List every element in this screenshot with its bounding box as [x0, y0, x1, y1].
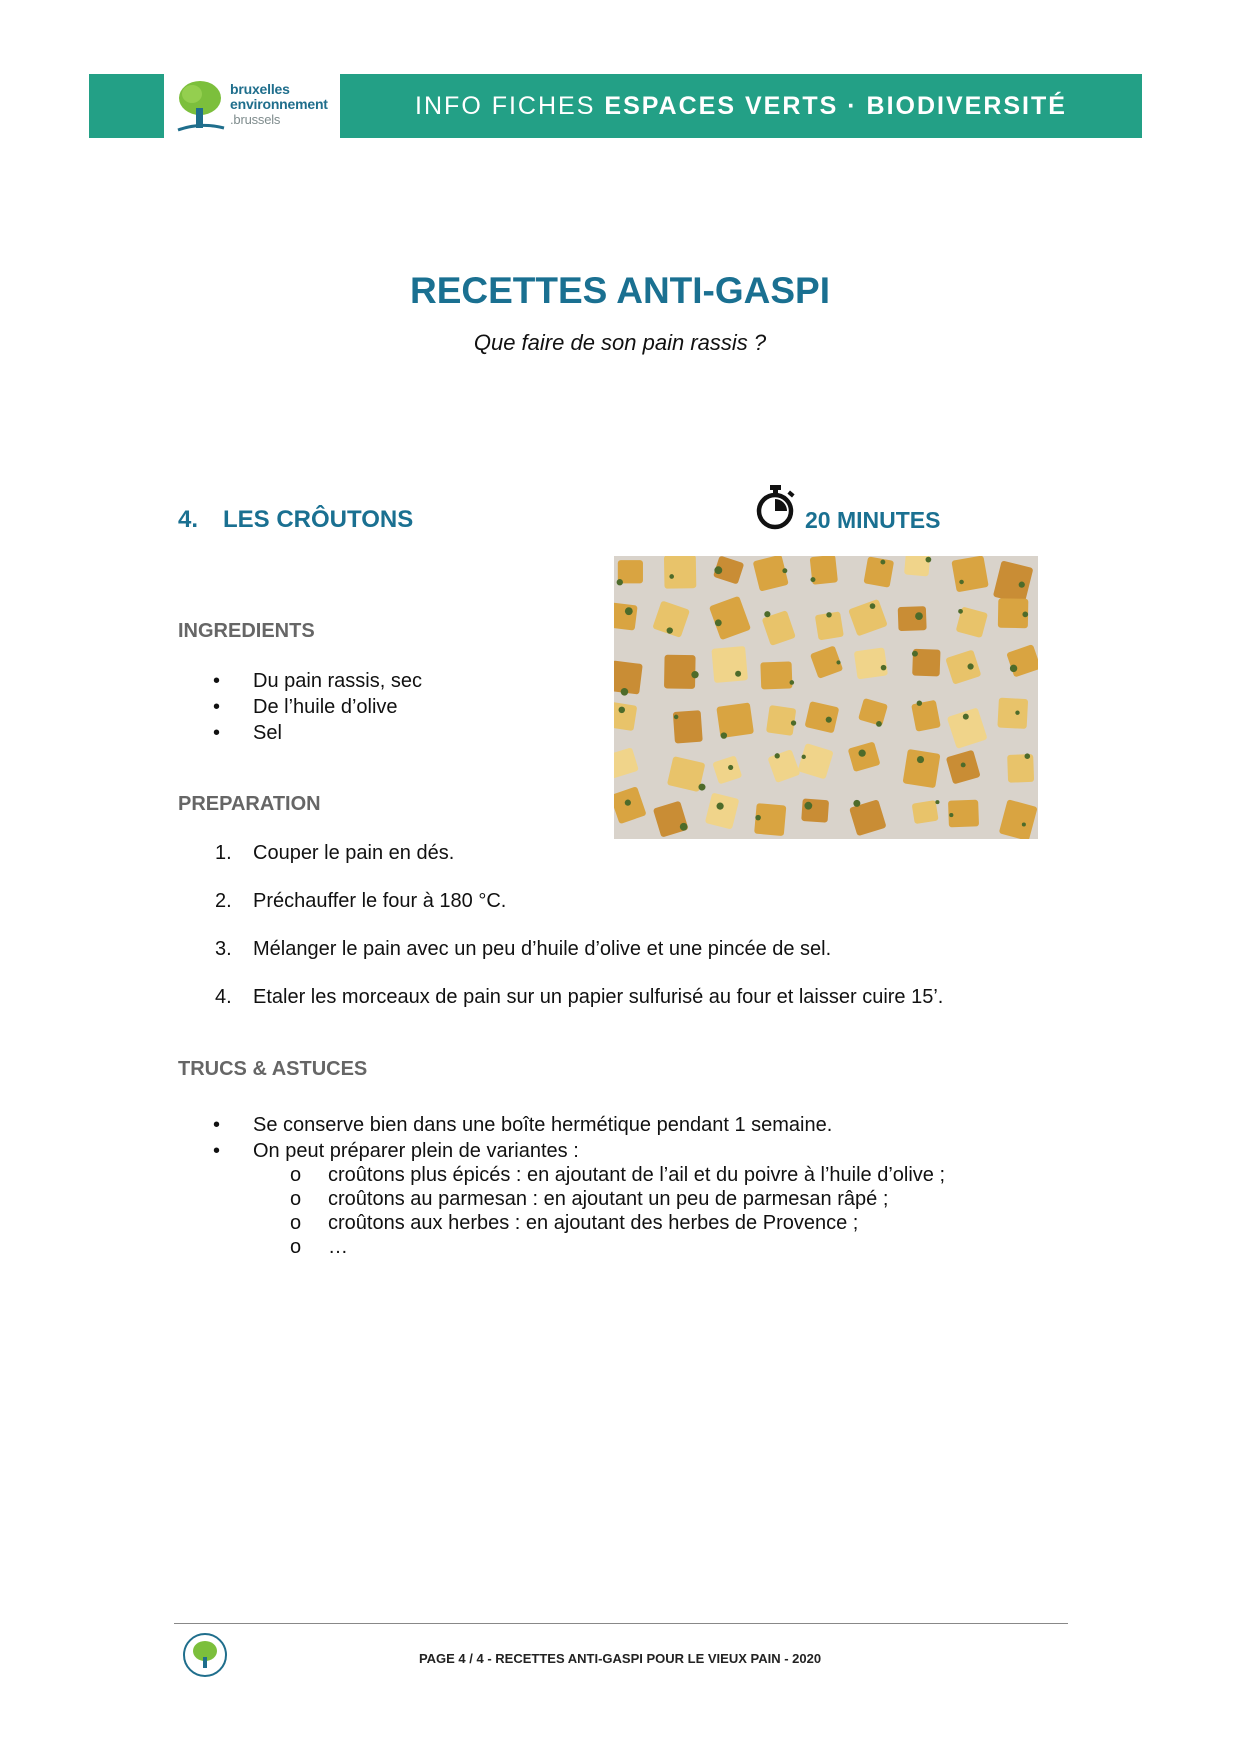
herb-speck: [870, 603, 876, 609]
herb-speck: [691, 671, 698, 678]
herb-speck: [802, 755, 806, 759]
crouton-shape: [711, 646, 748, 683]
tips-heading: TRUCS & ASTUCES: [178, 1058, 368, 1080]
crouton-shape: [863, 556, 894, 587]
herb-speck: [728, 765, 733, 770]
variant-item: o croûtons au parmesan : en ajoutant un peu de parmesan râpé ;: [290, 1188, 889, 1210]
preparation-heading: PREPARATION: [178, 793, 321, 815]
herb-speck: [926, 557, 932, 563]
herb-speck: [764, 611, 770, 617]
logo-line1: bruxelles: [230, 81, 290, 97]
herb-speck: [782, 568, 787, 573]
herb-speck: [961, 763, 966, 768]
herb-speck: [715, 619, 722, 626]
herb-speck: [680, 823, 688, 831]
croutons-photo: [614, 556, 1038, 839]
herb-speck: [959, 580, 964, 585]
tip-item: • On peut préparer plein de variantes :: [213, 1140, 579, 1162]
ingredients-heading: INGREDIENTS: [178, 620, 315, 642]
section-heading: [178, 506, 413, 534]
preparation-step: 3. Mélanger le pain avec un peu d’huile d’olive et une pincée de sel.: [215, 938, 832, 960]
variant-item: o …: [290, 1236, 348, 1258]
banner-prefix: INFO FICHES: [415, 91, 596, 120]
herb-speck: [1022, 612, 1028, 618]
herb-speck: [789, 680, 794, 685]
crouton-shape: [664, 655, 696, 689]
section-number: 4.: [178, 506, 199, 533]
herb-speck: [714, 566, 722, 574]
preparation-step: 1. Couper le pain en dés.: [215, 842, 455, 864]
footer-divider: [174, 1623, 1068, 1624]
herb-speck: [836, 660, 840, 664]
herb-speck: [912, 651, 918, 657]
logo-line3: .brussels: [230, 112, 281, 127]
herb-speck: [619, 707, 626, 714]
herb-speck: [915, 612, 923, 620]
logo-text: [230, 82, 328, 127]
tree-logo-icon: [174, 78, 226, 134]
herb-speck: [967, 663, 973, 669]
crouton-shape: [903, 749, 941, 788]
herb-speck: [625, 607, 633, 615]
crouton-shape: [664, 556, 696, 589]
herb-speck: [1022, 822, 1026, 826]
crouton-shape: [614, 660, 643, 694]
crouton-shape: [716, 702, 754, 738]
logo-line2: environnement: [230, 96, 328, 112]
herb-speck: [1015, 711, 1019, 715]
stopwatch-icon: [755, 484, 797, 530]
crouton-shape: [948, 800, 979, 828]
herb-speck: [963, 714, 969, 720]
herb-speck: [717, 803, 724, 810]
header-accent-block: [89, 74, 164, 138]
crouton-shape: [801, 798, 829, 822]
herb-speck: [917, 756, 924, 763]
herb-speck: [791, 720, 796, 725]
crouton-shape: [997, 698, 1028, 729]
herb-speck: [810, 577, 815, 582]
ingredient-item: • Sel: [213, 722, 282, 744]
herb-speck: [735, 671, 741, 677]
herb-speck: [804, 802, 812, 810]
crouton-shape: [854, 647, 888, 679]
herb-speck: [880, 560, 885, 565]
crouton-shape: [951, 556, 988, 592]
cooking-time: 20 MINUTES: [805, 507, 941, 533]
ingredient-item: • Du pain rassis, sec: [213, 670, 422, 692]
banner-topic: ESPACES VERTS · BIODIVERSITÉ: [604, 91, 1067, 120]
herb-speck: [917, 701, 922, 706]
variant-item: o croûtons plus épicés : en ajoutant de l’ail et du poivre à l’huile d’olive ;: [290, 1164, 946, 1186]
page-title: RECETTES ANTI-GASPI: [409, 270, 831, 311]
herb-speck: [881, 665, 887, 671]
crouton-shape: [614, 602, 638, 630]
herb-speck: [621, 688, 629, 696]
header-banner: [340, 74, 1142, 138]
section-title: LES CRÔUTONS: [223, 506, 414, 533]
herb-speck: [826, 612, 831, 617]
herb-speck: [949, 813, 953, 817]
page-subtitle: Que faire de son pain rassis ?: [473, 330, 767, 355]
herb-speck: [617, 579, 623, 585]
herb-speck: [669, 574, 674, 579]
preparation-step: 4. Etaler les morceaux de pain sur un papier sulfurisé au four et laisser cuire 15’.: [215, 986, 944, 1008]
herb-speck: [674, 715, 679, 720]
crouton-shape: [898, 606, 927, 631]
crouton-shape: [911, 700, 941, 732]
preparation-step: 2. Préchauffer le four à 180 °C.: [215, 890, 507, 912]
crouton-shape: [766, 705, 796, 736]
variant-item: o croûtons aux herbes : en ajoutant des herbes de Provence ;: [290, 1212, 859, 1234]
herb-speck: [859, 750, 866, 757]
herb-speck: [625, 800, 631, 806]
ingredient-item: • De l’huile d’olive: [213, 696, 398, 718]
herb-speck: [876, 721, 882, 727]
herb-speck: [755, 815, 761, 821]
crouton-shape: [1007, 754, 1034, 783]
herb-speck: [667, 627, 673, 633]
herb-speck: [958, 609, 963, 614]
herb-speck: [935, 800, 939, 804]
tip-item: • Se conserve bien dans une boîte hermétique pendant 1 semaine.: [213, 1114, 833, 1136]
herb-speck: [1019, 582, 1025, 588]
herb-speck: [853, 800, 860, 807]
crouton-shape: [912, 800, 939, 824]
herb-speck: [775, 753, 780, 758]
footer-text: PAGE 4 / 4 - RECETTES ANTI-GASPI POUR LE VIEUX PAIN - 2020: [418, 1651, 822, 1666]
crouton-shape: [760, 661, 792, 689]
herb-speck: [1025, 753, 1031, 759]
herb-speck: [826, 717, 832, 723]
crouton-shape: [614, 702, 637, 731]
herb-speck: [721, 732, 727, 738]
herb-speck: [1010, 665, 1017, 672]
herb-speck: [698, 784, 705, 791]
